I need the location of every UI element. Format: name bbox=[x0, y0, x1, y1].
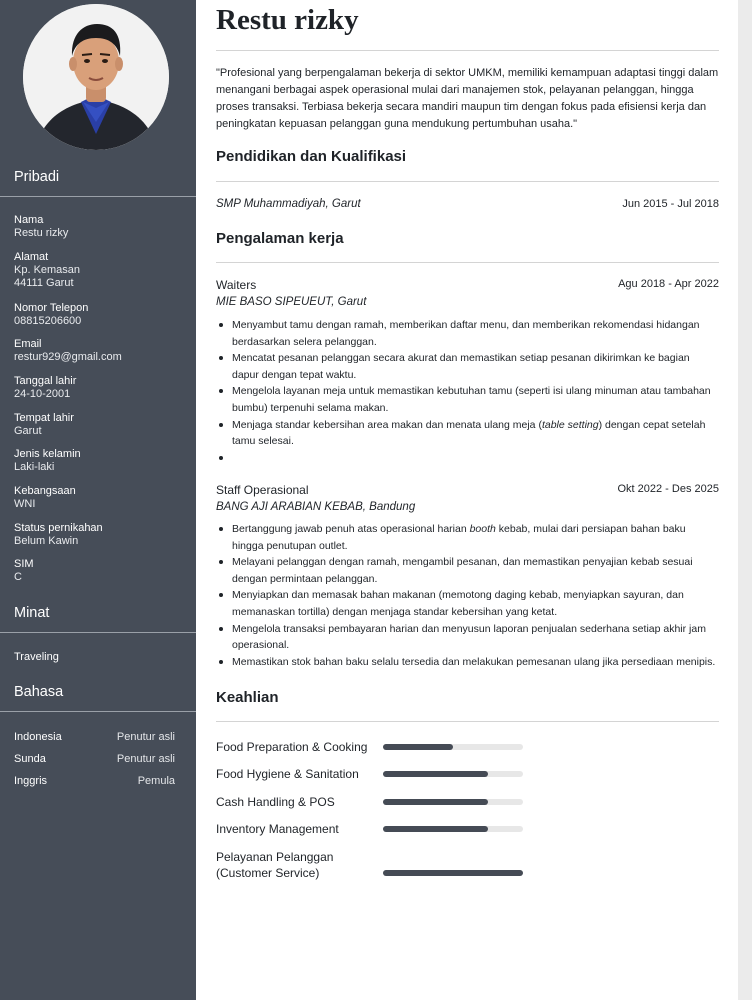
language-level: Penutur asli bbox=[116, 731, 175, 743]
field-label: Jenis kelamin bbox=[14, 448, 81, 460]
field-birth-date bbox=[14, 375, 76, 401]
skill-level-fill bbox=[383, 771, 488, 777]
field-name bbox=[14, 214, 68, 240]
field-license bbox=[14, 558, 34, 584]
language-row bbox=[14, 753, 175, 765]
skill-level-fill bbox=[383, 799, 488, 805]
list-item bbox=[216, 654, 719, 671]
field-label: Tanggal lahir bbox=[14, 375, 77, 387]
field-label: Nomor Telepon bbox=[14, 302, 89, 314]
job-company-row bbox=[216, 501, 719, 513]
list-item bbox=[216, 587, 719, 620]
bullet-line-2: memanaskan tortilla) dengan menjaga standar kebersihan yang ketat. bbox=[232, 605, 558, 618]
job-entry-header bbox=[216, 278, 719, 292]
personal-divider bbox=[0, 196, 196, 197]
experience-divider bbox=[216, 262, 719, 263]
language-row bbox=[14, 731, 175, 743]
header-divider bbox=[216, 50, 719, 51]
job-date: Okt 2022 - Des 2025 bbox=[617, 483, 719, 495]
field-label: SIM bbox=[14, 558, 34, 570]
field-email bbox=[14, 338, 122, 364]
education-divider bbox=[216, 181, 719, 182]
field-value: Laki-laki bbox=[14, 461, 55, 473]
language-level: Pemula bbox=[137, 775, 175, 787]
bullet-line: Mencatat pesanan pelanggan secara akurat dan memastikan setiap pesanan dikirimkan ke bagian bbox=[232, 352, 690, 365]
list-item bbox=[216, 554, 719, 587]
sidebar bbox=[0, 0, 196, 1000]
bullet-line: Memastikan stok bahan baku selalu tersedia dan melakukan pemesanan ulang jika persediaan menipis. bbox=[232, 655, 716, 668]
skill-level-bar bbox=[383, 799, 523, 805]
education-entry bbox=[216, 198, 719, 210]
bullet-line-end: kebab, mulai dari persiapan bahan baku bbox=[495, 523, 686, 535]
skill-level-fill bbox=[383, 870, 523, 876]
list-item bbox=[216, 317, 719, 350]
bullet-line-2: bumbu) terpenuhi selama makan. bbox=[232, 401, 389, 414]
person-portrait-icon bbox=[23, 4, 169, 150]
language-name: Inggris bbox=[14, 775, 48, 787]
bullet-line: Mengelola transaksi pembayaran harian dan menyusun laporan penjualan sederhana setiap akhir jam bbox=[232, 622, 706, 635]
job-company: BANG AJI ARABIAN KEBAB, Bandung bbox=[216, 501, 416, 513]
bullet-line-2: berdasarkan selera pelanggan. bbox=[232, 335, 377, 348]
language-level: Penutur asli bbox=[116, 753, 175, 765]
language-name: Indonesia bbox=[14, 731, 62, 743]
education-section-title: Pendidikan dan Kualifikasi bbox=[216, 148, 407, 165]
field-value: C bbox=[14, 571, 22, 583]
education-institution: SMP Muhammadiyah, Garut bbox=[216, 198, 361, 210]
field-birth-place bbox=[14, 412, 74, 438]
skills-section-title: Keahlian bbox=[216, 689, 279, 706]
profile-summary: "Profesional yang berpengalaman bekerja di sektor UMKM, memiliki kemampuan adaptasi tinggi dalam menangani berbagai aspek operasional mulai dari manajemen stok, pelayanan pelanggan, hingga proses transaksi. Terbiasa bekerja secara mandiri maupun tim dengan fokus pada efisiensi kerja dan peningkatan kepuasan pelanggan guna mendukung pertumbuhan usaha." bbox=[216, 67, 719, 130]
list-item bbox=[216, 350, 719, 383]
list-item bbox=[216, 383, 719, 416]
field-label: Nama bbox=[14, 214, 44, 226]
list-item bbox=[216, 621, 719, 654]
bullet-line: Melayani pelanggan dengan ramah, mengambil pesanan, dan memastikan penyajian kebab sesuai bbox=[232, 556, 693, 569]
bullet-line: Mengelola layanan meja untuk memastikan kebutuhan tamu (seperti isi ulang minuman atau tambahan bbox=[232, 385, 711, 398]
job-role: Waiters bbox=[216, 278, 257, 292]
field-value: Restu rizky bbox=[14, 227, 69, 239]
skill-name-multiline bbox=[216, 849, 526, 881]
field-nationality bbox=[14, 485, 76, 511]
profile-photo bbox=[23, 4, 169, 150]
language-row bbox=[14, 775, 175, 787]
list-item bbox=[216, 521, 719, 554]
job-company: MIE BASO SIPEUEUT, Garut bbox=[216, 296, 367, 308]
field-label: Alamat bbox=[14, 251, 49, 263]
job-bullet-list bbox=[216, 317, 719, 466]
languages-section-title: Bahasa bbox=[14, 684, 64, 700]
job-role: Staff Operasional bbox=[216, 483, 309, 497]
bullet-line-2: dengan permintaan pelanggan. bbox=[232, 572, 378, 585]
page-edge bbox=[738, 0, 752, 1000]
bullet-line-start: Bertanggung jawab penuh atas operasional harian bbox=[232, 523, 470, 535]
person-name: Restu rizky bbox=[216, 4, 359, 36]
skill-level-fill bbox=[383, 744, 453, 750]
bullet-line-start: Menjaga standar kebersihan area makan dan menata ulang meja ( bbox=[232, 418, 542, 431]
skill-name: Cash Handling & POS bbox=[216, 795, 335, 809]
field-value: 24-10-2001 bbox=[14, 388, 71, 400]
languages-divider bbox=[0, 711, 196, 712]
bullet-line-2: tamu selesai. bbox=[232, 435, 294, 448]
personal-section-title: Pribadi bbox=[14, 169, 60, 185]
skill-level-bar bbox=[383, 826, 523, 832]
field-label: Kebangsaan bbox=[14, 485, 76, 497]
list-item bbox=[216, 417, 719, 450]
skill-name: Food Hygiene & Sanitation bbox=[216, 767, 359, 781]
field-value: 08815206600 bbox=[14, 315, 82, 327]
bullet-line-2: hingga penutupan outlet. bbox=[232, 539, 348, 552]
skill-level-bar bbox=[383, 744, 523, 750]
field-address bbox=[14, 251, 80, 290]
skill-name: Pelayanan Pelanggan bbox=[216, 850, 334, 864]
skill-level-fill bbox=[383, 826, 488, 832]
skill-name-line2: (Customer Service) bbox=[216, 866, 320, 880]
skill-level-bar bbox=[383, 870, 523, 876]
language-name: Sunda bbox=[14, 753, 46, 765]
field-value: Belum Kawin bbox=[14, 535, 79, 547]
field-value: Kp. Kemasan bbox=[14, 264, 81, 276]
job-date: Agu 2018 - Apr 2022 bbox=[618, 278, 719, 290]
bullet-line-2: operasional. bbox=[232, 639, 290, 652]
skill-level-bar bbox=[383, 771, 523, 777]
interests-section-title: Minat bbox=[14, 605, 50, 621]
education-date: Jun 2015 - Jul 2018 bbox=[622, 198, 719, 210]
skill-name: Inventory Management bbox=[216, 822, 339, 836]
job-bullet-list bbox=[216, 521, 719, 670]
skills-divider bbox=[216, 721, 719, 722]
list-item-empty bbox=[216, 450, 719, 467]
bullet-line: Menyambut tamu dengan ramah, memberikan daftar menu, dan memberikan rekomendasi hidangan bbox=[232, 319, 700, 331]
bullet-line-italic: table setting bbox=[541, 418, 599, 431]
experience-section-title: Pengalaman kerja bbox=[216, 230, 344, 247]
field-label: Tempat lahir bbox=[14, 412, 74, 424]
bullet-line: Menyiapkan dan memasak bahan makanan (memotong daging kebab, menyiapkan sayuran, dan bbox=[232, 589, 684, 602]
field-marital-status bbox=[14, 522, 103, 548]
field-phone bbox=[14, 302, 88, 328]
skill-name: Food Preparation & Cooking bbox=[216, 740, 368, 754]
bullet-line-italic: booth bbox=[469, 523, 496, 535]
field-gender bbox=[14, 448, 81, 474]
bullet-line-end: ) dengan cepat setelah bbox=[598, 418, 706, 431]
bullet-line-2: dapur dengan tepat waktu. bbox=[232, 368, 357, 381]
field-label: Status pernikahan bbox=[14, 522, 103, 534]
field-value-line2: 44111 Garut bbox=[14, 277, 74, 289]
field-value: Garut bbox=[14, 425, 42, 437]
job-entry-header bbox=[216, 483, 719, 497]
job-company-row bbox=[216, 296, 719, 308]
field-value: WNI bbox=[14, 498, 36, 510]
field-label: Email bbox=[14, 338, 42, 350]
interests-divider bbox=[0, 632, 196, 633]
field-value: restur929@gmail.com bbox=[14, 351, 122, 363]
interest-item: Traveling bbox=[14, 651, 59, 663]
